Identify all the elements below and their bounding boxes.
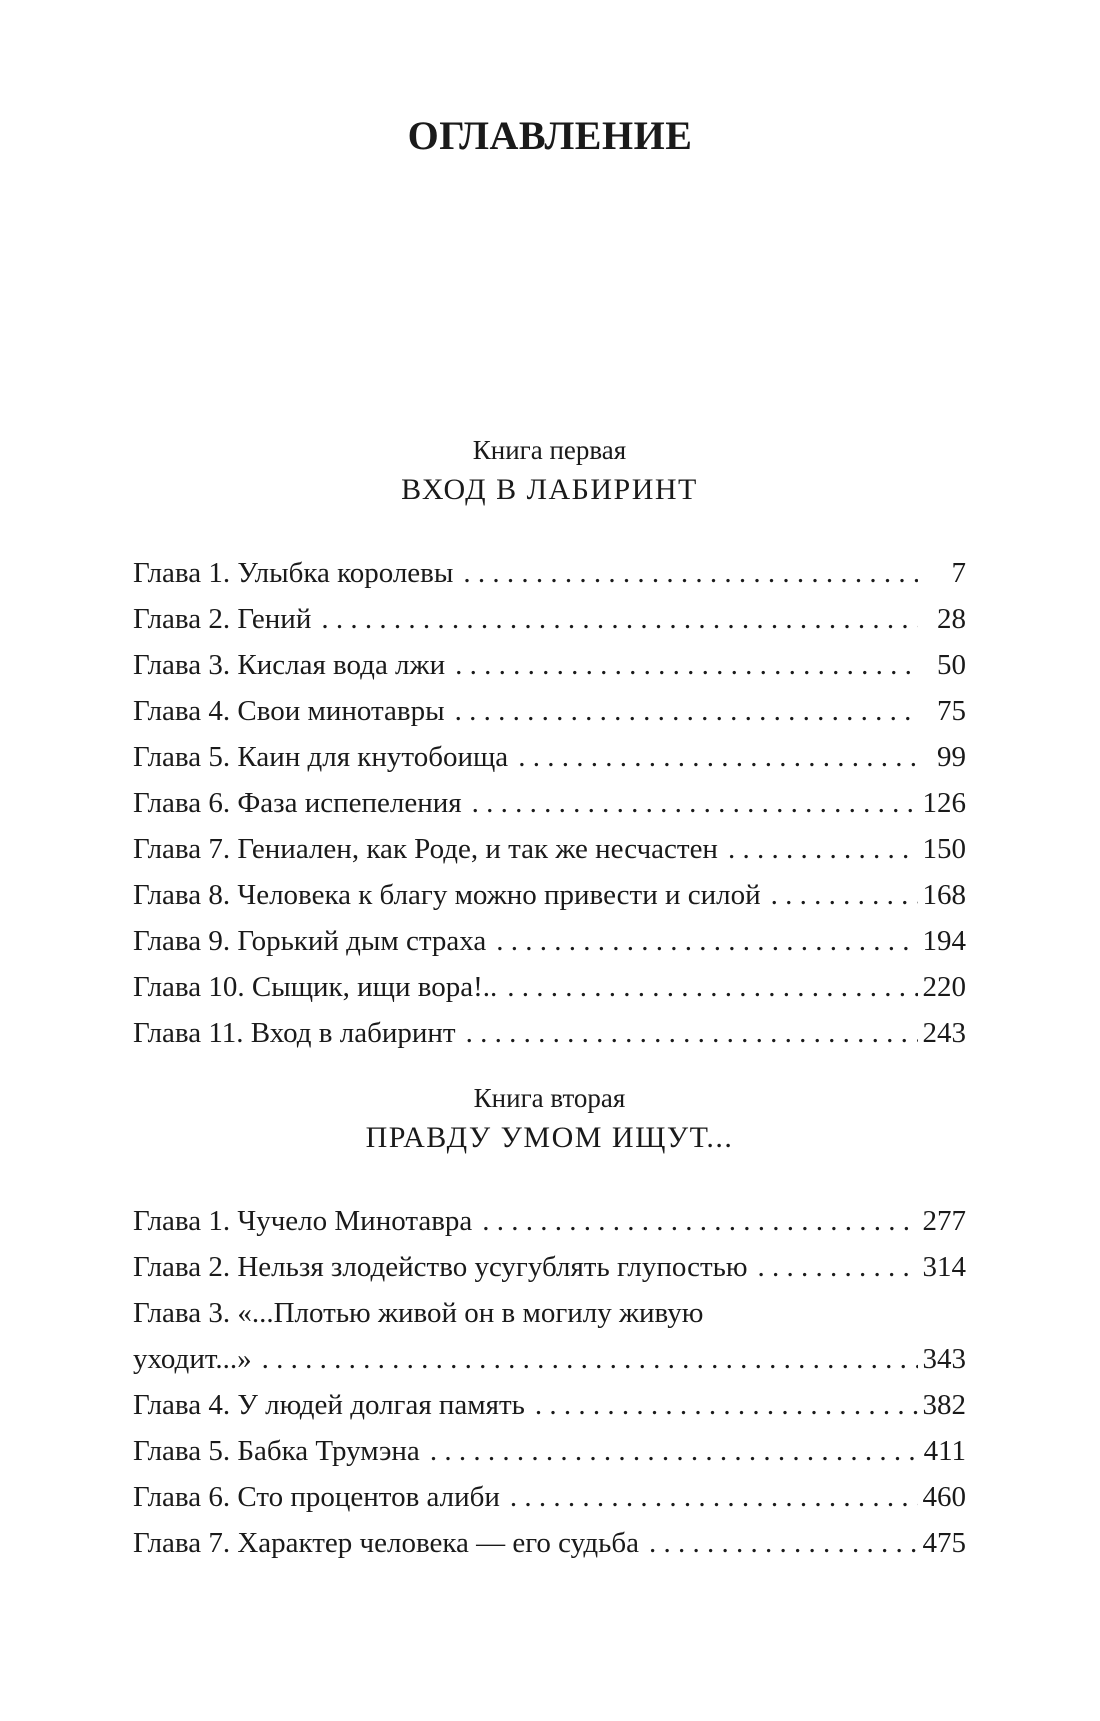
toc-entry[interactable] — [133, 1474, 966, 1520]
dot-leader — [455, 688, 918, 734]
chapter-title: Глава 8. Человека к благу можно привести и силой — [133, 879, 761, 911]
chapter-title: Глава 5. Бабка Трумэна — [133, 1435, 420, 1467]
dot-leader — [510, 1474, 918, 1520]
toc-entry[interactable] — [133, 1382, 966, 1428]
chapter-title: Глава 4. Свои минотавры — [133, 695, 445, 727]
toc-entry[interactable] — [133, 550, 966, 596]
chapter-title: Глава 7. Характер человека — его судьба — [133, 1527, 639, 1559]
page-title: ОГЛАВЛЕНИЕ — [407, 113, 693, 158]
dot-leader — [482, 1198, 918, 1244]
dot-leader — [728, 826, 918, 872]
page-number: 314 — [922, 1251, 966, 1283]
dot-leader — [535, 1382, 918, 1428]
page-number: 220 — [922, 971, 966, 1003]
chapter-title: Глава 5. Каин для кнутобоища — [133, 741, 509, 773]
dot-leader — [758, 1244, 918, 1290]
page-number: 194 — [922, 925, 966, 957]
dot-leader — [518, 734, 918, 780]
dot-leader — [507, 964, 918, 1010]
book-title: ПРАВДУ УМОМ ИЩУТ... — [365, 1121, 734, 1154]
toc-entry[interactable] — [133, 1198, 966, 1244]
dot-leader — [466, 1010, 918, 1056]
dot-leader — [649, 1520, 918, 1566]
dot-leader — [455, 642, 918, 688]
toc-entry[interactable] — [133, 688, 966, 734]
page-number: 50 — [937, 649, 966, 681]
page-number: 243 — [922, 1017, 966, 1049]
book-label: Книга вторая — [473, 1083, 626, 1113]
dot-leader — [463, 550, 918, 596]
chapter-title: Глава 2. Нельзя злодейство усугублять глупостью — [133, 1251, 748, 1283]
dot-leader — [321, 596, 918, 642]
chapter-title: Глава 11. Вход в лабиринт — [133, 1017, 456, 1049]
toc-entry[interactable] — [133, 1520, 966, 1566]
page-number: 168 — [922, 879, 966, 911]
toc-entry[interactable] — [133, 826, 966, 872]
page-number: 7 — [951, 557, 966, 589]
book-one-section — [133, 432, 966, 1056]
toc-entry[interactable] — [133, 872, 966, 918]
toc-entry[interactable] — [133, 734, 966, 780]
chapter-title: уходит...» — [133, 1343, 252, 1375]
book-title: ВХОД В ЛАБИРИНТ — [401, 473, 698, 506]
toc-entry[interactable] — [133, 1244, 966, 1290]
page-number: 126 — [922, 787, 966, 819]
chapter-title: Глава 1. Чучело Минотавра — [133, 1205, 473, 1237]
page-number: 150 — [922, 833, 966, 865]
page-number: 75 — [937, 695, 966, 727]
page-number: 277 — [922, 1205, 966, 1237]
chapter-title: Глава 7. Гениален, как Роде, и так же несчастен — [133, 833, 718, 865]
chapter-title: Глава 2. Гений — [133, 603, 312, 635]
dot-leader — [262, 1336, 918, 1382]
book-label: Книга первая — [472, 435, 627, 465]
toc-entry[interactable] — [133, 918, 966, 964]
chapter-title: Глава 9. Горький дым страха — [133, 925, 487, 957]
chapter-title: Глава 1. Улыбка королевы — [133, 557, 454, 589]
dot-leader — [430, 1428, 918, 1474]
dot-leader — [771, 872, 918, 918]
dot-leader — [472, 780, 918, 826]
toc-entry[interactable] — [133, 780, 966, 826]
toc-entry[interactable] — [133, 964, 966, 1010]
page-number: 343 — [922, 1343, 966, 1375]
page-number: 382 — [922, 1389, 966, 1421]
chapter-title-line-1: Глава 3. «...Плотью живой он в могилу живую — [133, 1297, 704, 1329]
page-number: 411 — [923, 1435, 966, 1467]
toc-entry[interactable] — [133, 1290, 966, 1382]
book-two-section — [133, 1080, 966, 1566]
page-number: 28 — [937, 603, 966, 635]
chapter-title: Глава 10. Сыщик, ищи вора!.. — [133, 971, 498, 1003]
chapter-list — [133, 550, 966, 1056]
toc-entry[interactable] — [133, 642, 966, 688]
page-number: 475 — [922, 1527, 966, 1559]
chapter-title: Глава 6. Сто процентов алиби — [133, 1481, 500, 1513]
page-number: 460 — [922, 1481, 966, 1513]
chapter-title: Глава 4. У людей долгая память — [133, 1389, 525, 1421]
toc-entry[interactable] — [133, 596, 966, 642]
toc-entry[interactable] — [133, 1010, 966, 1056]
toc-entry[interactable] — [133, 1428, 966, 1474]
chapter-title: Глава 3. Кислая вода лжи — [133, 649, 446, 681]
chapter-list — [133, 1198, 966, 1566]
dot-leader — [496, 918, 918, 964]
chapter-title: Глава 6. Фаза испепеления — [133, 787, 462, 819]
page-number: 99 — [937, 741, 966, 773]
